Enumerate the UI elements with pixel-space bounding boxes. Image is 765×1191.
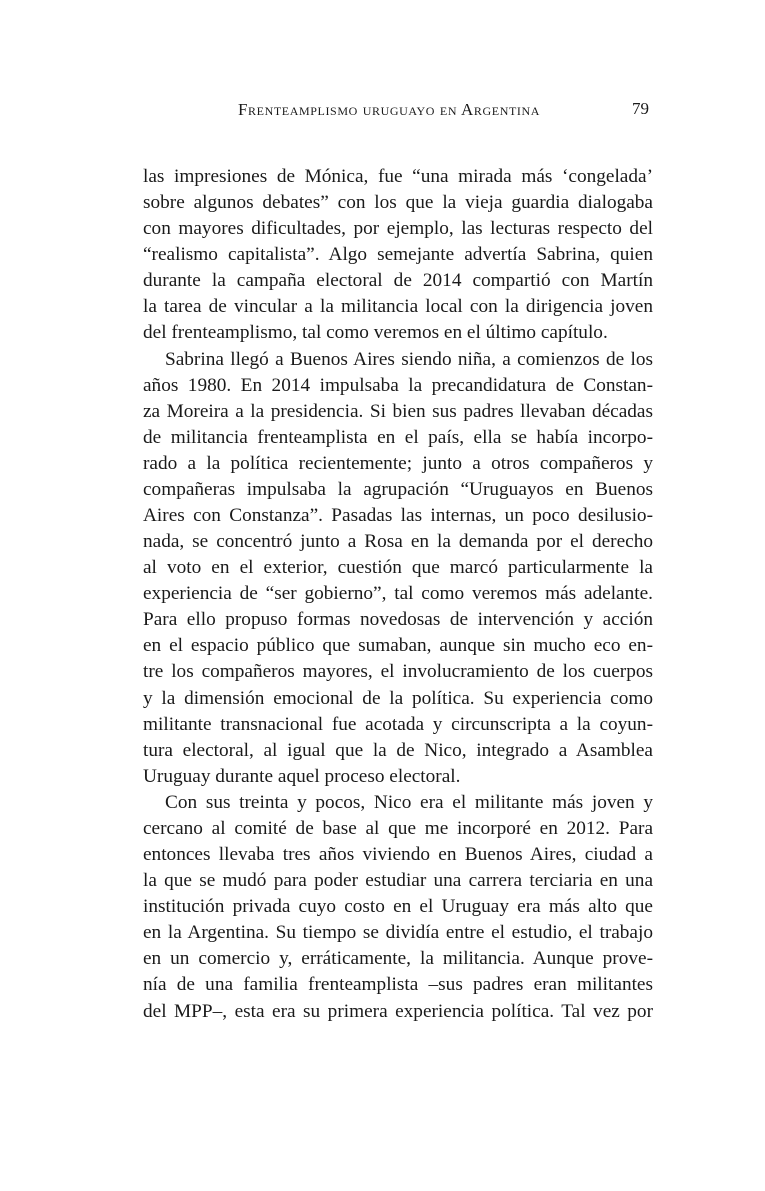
running-header-title: Frenteamplismo uruguayo en Argentina: [238, 100, 541, 119]
text-line: del frenteamplismo, tal como veremos en el último capítulo.: [143, 322, 608, 344]
text-line: nada, se concentró junto a Rosa en la demanda por el derecho: [143, 531, 653, 553]
text-line: en el espacio público que sumaban, aunque sin mucho eco en-: [143, 635, 653, 657]
text-line: Para ello propuso formas novedosas de intervención y acción: [143, 609, 653, 631]
text-line: de militancia frenteamplista en el país, ella se había incorpo-: [143, 426, 653, 448]
text-line: años 1980. En 2014 impulsaba la precandidatura de Constan-: [143, 374, 653, 396]
text-line: experiencia de “ser gobierno”, tal como veremos más adelante.: [143, 583, 653, 605]
text-line: al voto en el exterior, cuestión que marcó particularmente la: [143, 557, 653, 579]
text-line: la tarea de vincular a la militancia local con la dirigencia joven: [143, 296, 653, 318]
text-line: Uruguay durante aquel proceso electoral.: [143, 765, 461, 787]
text-line: en un comercio y, erráticamente, la militancia. Aunque prove-: [143, 948, 653, 970]
text-line: institución privada cuyo costo en el Uruguay era más alto que: [143, 896, 653, 918]
text-line: cercano al comité de base al que me incorporé en 2012. Para: [143, 817, 653, 839]
text-line: Aires con Constanza”. Pasadas las internas, un poco desilusio-: [143, 505, 653, 527]
text-line: la que se mudó para poder estudiar una carrera terciaria en una: [143, 870, 653, 892]
text-line: sobre algunos debates” con los que la vieja guardia dialogaba: [143, 192, 653, 214]
text-line: del MPP–, esta era su primera experiencia política. Tal vez por: [143, 1000, 653, 1022]
text-line: rado a la política recientemente; junto a otros compañeros y: [143, 452, 653, 474]
text-line: Con sus treinta y pocos, Nico era el militante más joven y: [165, 791, 653, 813]
page-number: 79: [632, 99, 649, 118]
body-text: [143, 164, 653, 1025]
text-line: con mayores dificultades, por ejemplo, las lecturas respecto del: [143, 218, 653, 240]
text-line: militante transnacional fue acotada y circunscripta a la coyun-: [143, 713, 653, 735]
text-line: nía de una familia frenteamplista –sus padres eran militantes: [143, 974, 653, 996]
text-line: Sabrina llegó a Buenos Aires siendo niña, a comienzos de los: [165, 348, 653, 370]
text-line: entonces llevaba tres años viviendo en Buenos Aires, ciudad a: [143, 844, 653, 866]
text-line: “realismo capitalista”. Algo semejante advertía Sabrina, quien: [143, 244, 653, 266]
text-line: tura electoral, al igual que la de Nico, integrado a Asamblea: [143, 739, 653, 761]
text-line: en la Argentina. Su tiempo se dividía entre el estudio, el trabajo: [143, 922, 653, 944]
text-line: las impresiones de Mónica, fue “una mirada más ‘congelada’: [143, 166, 653, 187]
text-line: durante la campaña electoral de 2014 compartió con Martín: [143, 270, 653, 292]
text-line: compañeras impulsaba la agrupación “Uruguayos en Buenos: [143, 478, 653, 500]
text-line: za Moreira a la presidencia. Si bien sus padres llevaban décadas: [143, 400, 653, 422]
text-line: tre los compañeros mayores, el involucramiento de los cuerpos: [143, 661, 653, 683]
text-line: y la dimensión emocional de la política. Su experiencia como: [143, 687, 653, 709]
